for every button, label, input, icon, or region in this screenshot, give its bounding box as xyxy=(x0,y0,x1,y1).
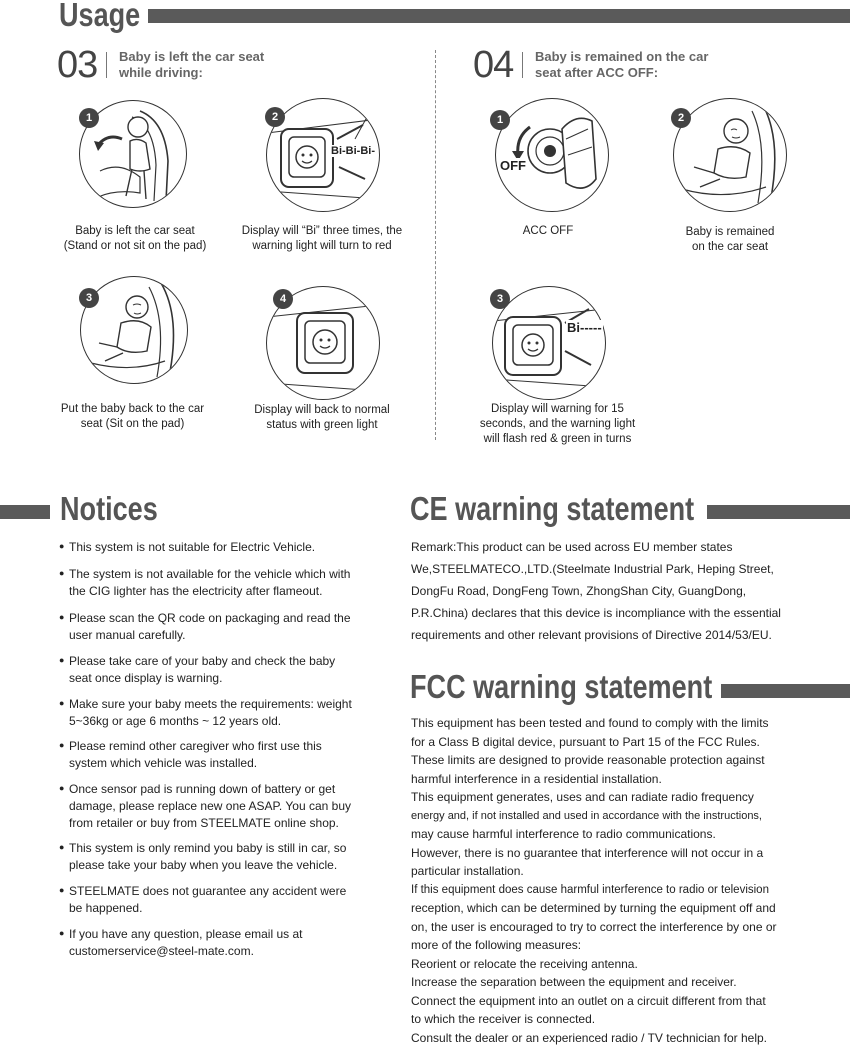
step-03-badge-4: 4 xyxy=(273,289,293,309)
bullet-icon: ● xyxy=(59,698,65,708)
notice-item: Please remind other caregiver who first use this system which vehicle was installed. xyxy=(69,739,322,770)
step-03-sound-text: Bi-Bi-Bi- xyxy=(331,145,375,157)
ce-text: Remark:This product can be used across EU member states We,STEELMATECO.,LTD.(Steelmate Industrial Park, Heping Street, DongFu Road, DongFeng Town, ZhongShan City, GuangDong, P.R.China) declares that this device is incompliance with the essential requirements and other relevant provisions of Directive 2014/53/EU. xyxy=(411,540,781,642)
bullet-icon: ● xyxy=(59,783,65,793)
notices-title: Notices xyxy=(60,490,158,527)
step-04-sound-text: Bi----- xyxy=(567,320,602,335)
bullet-icon: ● xyxy=(59,612,65,622)
notice-item: This system is not suitable for Electric Vehicle. xyxy=(69,540,316,554)
step-04-illustration-1 xyxy=(495,98,609,212)
ce-title: CE warning statement xyxy=(410,490,695,527)
usage-title: Usage xyxy=(59,0,141,33)
step-03-divider xyxy=(106,52,107,78)
notice-item: Make sure your baby meets the requirements: weight 5~36kg or age 6 months ~ 12 years old. xyxy=(69,697,352,728)
ce-title-bar xyxy=(707,505,850,519)
step-03-caption-4: Display will back to normal status with green light xyxy=(254,404,390,431)
fcc-title: FCC warning statement xyxy=(410,668,713,705)
step-03-badge-2: 2 xyxy=(265,107,285,127)
notice-item: Once sensor pad is running down of battery or get damage, please replace new one ASAP. You can buy from retailer or buy from STEELMATE online shop. xyxy=(69,782,351,830)
bullet-icon: ● xyxy=(59,655,65,665)
step-03-badge-1: 1 xyxy=(79,108,99,128)
notice-item: The system is not available for the vehicle which with the CIG lighter has the electricity after flameout. xyxy=(69,567,351,598)
fcc-title-bar xyxy=(721,684,850,698)
display-flashing-illustration xyxy=(493,287,605,399)
step-04-title: Baby is remained on the car seat after ACC OFF: xyxy=(535,49,709,80)
notices-title-bar xyxy=(0,505,50,519)
notice-item: This system is only remind you baby is still in car, so please take your baby when you leave the vehicle. xyxy=(69,841,347,872)
bullet-icon: ● xyxy=(59,928,65,938)
usage-dashed-divider xyxy=(435,50,436,440)
usage-title-bar xyxy=(148,9,850,23)
bullet-icon: ● xyxy=(59,541,65,551)
ignition-key-illustration xyxy=(496,99,608,211)
step-04-caption-3: Display will warning for 15 seconds, and the warning light will flash red & green in turns xyxy=(479,403,636,445)
step-04-off-label: OFF xyxy=(500,158,526,173)
notice-item: Please scan the QR code on packaging and read the user manual carefully. xyxy=(69,611,351,642)
step-03-number: 03 xyxy=(57,44,98,86)
step-04-caption-1: ACC OFF xyxy=(522,225,574,237)
step-04-badge-1: 1 xyxy=(490,110,510,130)
notice-item: Please take care of your baby and check the baby seat once display is warning. xyxy=(69,654,336,685)
step-04-number: 04 xyxy=(473,44,514,86)
step-04-badge-2: 2 xyxy=(671,108,691,128)
step-03-badge-3: 3 xyxy=(79,288,99,308)
step-03-caption-1: Baby is left the car seat (Stand or not sit on the pad) xyxy=(63,225,207,252)
step-03-title: Baby is left the car seat while driving: xyxy=(119,49,265,80)
step-04-caption-2: Baby is remained on the car seat xyxy=(685,226,775,253)
bullet-icon: ● xyxy=(59,568,65,578)
bullet-icon: ● xyxy=(59,740,65,750)
notice-item: STEELMATE does not guarantee any accident were be happened. xyxy=(69,884,347,915)
notice-item: If you have any question, please email us at customerservice@steel-mate.com. xyxy=(69,927,303,958)
fcc-text: This equipment has been tested and found to comply with the limits for a Class B digital device, pursuant to Part 15 of the FCC Rules. These limits are designed to provide reasonable protection against harmful interference in a residential installation. This equipment generates, uses and can radiate radio frequency energy and, if not installed and used in accordance with the instructions, may cause harmful interference to radio communications. However, there is no guarantee that interference will not occur in a particular installation. If this equipment does cause harmful interference to radio or television reception, which can be determined by turning the equipment off and on, the user is encouraged to try to correct the interference by one or more of the following measures: Reorient or relocate the receiving antenna. Increase the separation between the equipment and receiver. Connect the equipment into an outlet on a circuit different from that to which the receiver is connected. Consult the dealer or an experienced radio / TV technician for help. xyxy=(411,716,777,1045)
bullet-icon: ● xyxy=(59,885,65,895)
bullet-icon: ● xyxy=(59,842,65,852)
step-04-divider xyxy=(522,52,523,78)
step-04-badge-3: 3 xyxy=(490,289,510,309)
step-03-caption-2: Display will “Bi” three times, the warning light will turn to red xyxy=(241,225,403,252)
step-03-caption-3: Put the baby back to the car seat (Sit on the pad) xyxy=(60,403,205,430)
